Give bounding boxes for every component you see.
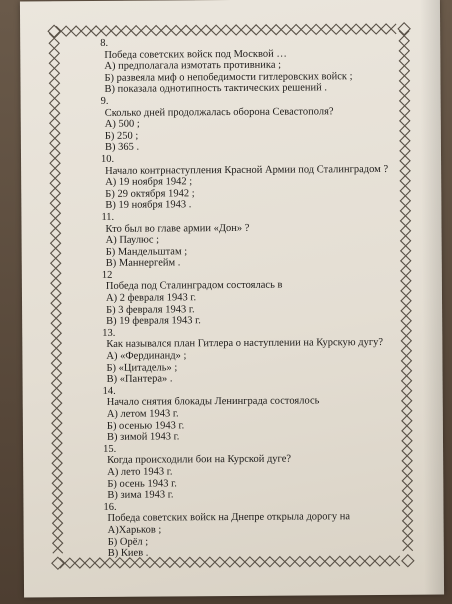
question-number: 10. <box>100 153 115 165</box>
answer-option-c: В) зимой 1943 г. <box>106 431 180 444</box>
question-number: 16. <box>103 501 117 513</box>
answer-option-c: В) Киев . <box>107 547 149 559</box>
answer-option-b: Б) развеяла миф о непобедимости гитлеровских войск ; <box>104 70 353 84</box>
question-16 <box>97 499 417 559</box>
question-number: 12 <box>101 269 113 281</box>
question-text: Сколько дней продолжалась оборона Севастополя? <box>104 105 334 119</box>
answer-option-a: А) лето 1943 г. <box>107 466 173 478</box>
answer-option-b: Б) 3 февраля 1943 г. <box>106 303 195 316</box>
answer-option-a: А) 500 ; <box>104 118 140 131</box>
question-15 <box>97 441 417 501</box>
answer-option-b: Б) «Цитадель» ; <box>106 362 178 374</box>
question-number: 11. <box>101 211 115 223</box>
question-text: Победа советских войск под Москвой … <box>104 48 287 61</box>
answer-option-c: В) «Пантера» . <box>106 373 173 386</box>
question-number: 15. <box>103 443 117 455</box>
question-text: Как назывался план Гитлера о наступлении на Курскую дугу? <box>106 337 384 351</box>
border-corner-bottom-left <box>52 557 64 569</box>
answer-option-a: А) 2 февраля 1943 г. <box>105 292 197 304</box>
answer-option-a: А)Харьков ; <box>107 524 162 536</box>
question-number: 14. <box>102 385 116 397</box>
answer-option-c: В) 19 ноября 1943 . <box>105 199 192 212</box>
question-10 <box>95 152 415 212</box>
answer-option-c: В) зима 1943 г. <box>107 489 174 502</box>
answer-option-b: Б) осень 1943 г. <box>107 477 177 490</box>
question-number: 13. <box>102 327 116 339</box>
answer-option-a: А) предполагала измотать противника ; <box>104 59 282 73</box>
question-text: Кто был во главе армии «Дон» ? <box>105 222 250 235</box>
answer-option-c: В) 365 . <box>104 141 140 154</box>
question-text: Победа под Сталинградом состоялась в <box>105 280 283 293</box>
answer-option-b: Б) Орёл ; <box>107 536 149 548</box>
answer-option-c: В) 19 февраля 1943 г. <box>106 315 201 328</box>
question-text: Когда происходили бои на Курской дуге? <box>107 453 292 467</box>
paper-sheet <box>20 0 444 597</box>
quiz-content <box>94 36 418 560</box>
answer-option-b: Б) 29 октября 1942 ; <box>105 187 195 200</box>
answer-option-b: Б) Мандельштам ; <box>105 245 188 258</box>
answer-option-a: А) летом 1943 г. <box>106 408 179 420</box>
border-corner-top-left <box>48 25 60 37</box>
question-number: 9. <box>100 95 109 107</box>
answer-option-b: Б) осенью 1943 г. <box>106 419 185 432</box>
answer-option-a: А) Паулюс ; <box>105 234 160 246</box>
page-edge-shadow <box>420 0 444 595</box>
answer-option-a: А) «Фердинанд» ; <box>106 350 187 362</box>
question-12 <box>96 268 416 328</box>
question-13 <box>96 326 416 386</box>
question-11 <box>95 210 415 270</box>
question-text: Победа советских войск на Днепре открыла дорогу на <box>107 511 351 525</box>
question-number: 8. <box>100 37 109 49</box>
question-9 <box>95 94 415 154</box>
question-text: Начало контрнаступления Красной Армии под Сталинградом ? <box>105 163 389 177</box>
question-text: Начало снятия блокады Ленинграда состоялось <box>106 395 320 409</box>
question-14 <box>97 384 417 444</box>
answer-option-c: В) Маннергейм . <box>105 257 181 270</box>
answer-option-b: Б) 250 ; <box>104 130 139 142</box>
border-corner-top-right <box>398 23 410 35</box>
answer-option-a: А) 19 ноября 1942 ; <box>105 176 193 189</box>
answer-option-c: В) показала однотипность тактических решений . <box>104 82 328 96</box>
question-8 <box>94 36 414 96</box>
